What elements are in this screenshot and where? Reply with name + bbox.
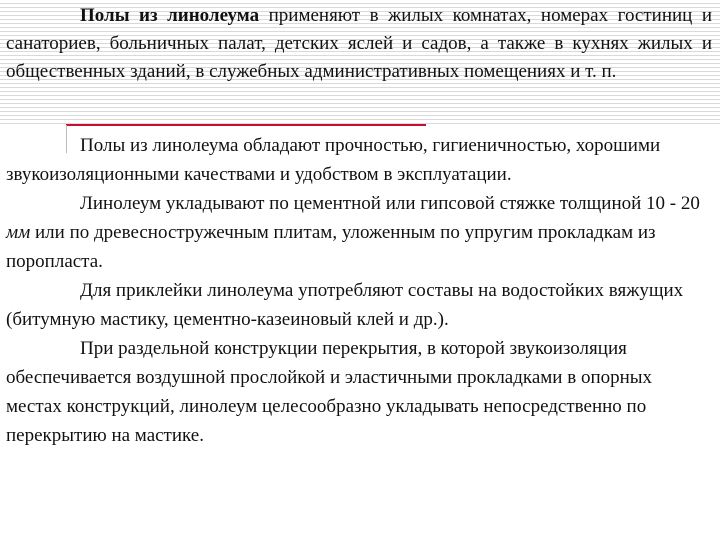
paragraph-properties: Полы из линолеума обладают прочностью, гигиеничностью, хорошими звукоизоляционными качествами и удобством в эксплуатации. bbox=[6, 135, 661, 185]
laying-text-after: или по древесностружечным плитам, уложенным по упругим прокладкам из поропласта. bbox=[6, 222, 656, 272]
unit-mm: мм bbox=[6, 222, 31, 243]
laying-text-before: Линолеум укладывают по цементной или гипсовой стяжке толщиной 10 - 20 bbox=[80, 193, 700, 214]
intro-paragraph-block bbox=[6, 2, 712, 86]
paragraph-separate-construction: При раздельной конструкции перекрытия, в которой звукоизоляция обеспечивается воздушной прослойкой и эластичными прокладками в опорных местах конструкций, линолеум целесообразно укладывать непосредственно по перекрытию на мастике. bbox=[6, 338, 653, 446]
body-text bbox=[6, 131, 712, 450]
intro-lead-bold: Полы из линолеума bbox=[80, 5, 260, 26]
paragraph-laying bbox=[6, 189, 712, 276]
red-divider-line bbox=[66, 124, 426, 126]
paragraph-adhesives: Для приклейки линолеума употребляют составы на водостойких вяжущих (битумную мастику, цементно-казеиновый клей и др.). bbox=[6, 280, 684, 330]
intro-paragraph bbox=[6, 2, 712, 86]
header-block bbox=[0, 0, 720, 125]
intro-lead-rest: применяют в жилых комнатах, номерах гостиниц и санаториев, больничных палат, детских яслей и садов, а также в кухнях жилых и общественных зданий, в служебных административных помещениях и т. п. bbox=[6, 5, 713, 82]
